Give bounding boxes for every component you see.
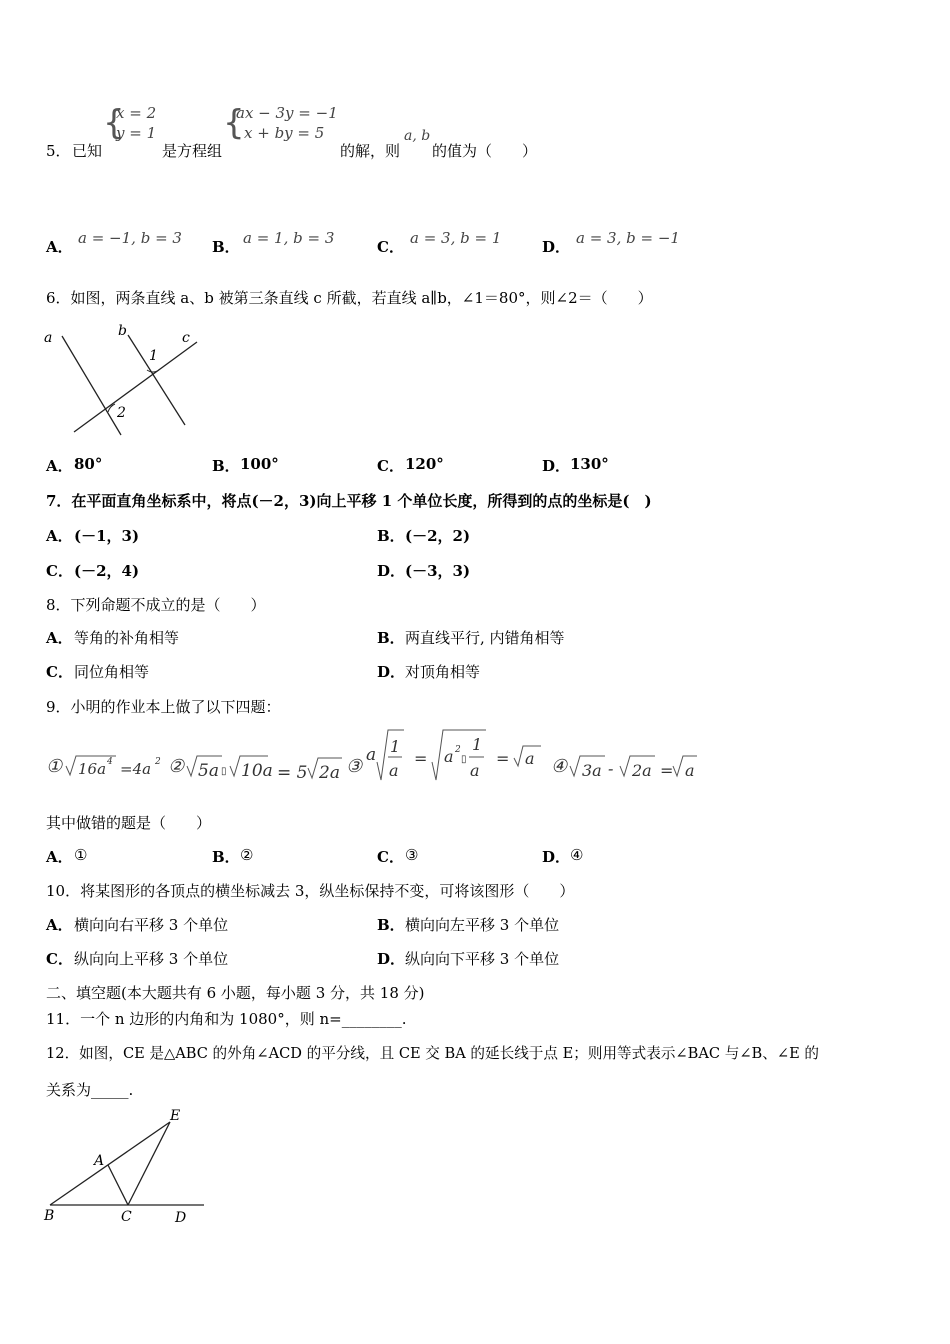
q8-option-c-label: C． [46,663,73,681]
q12-line-2: 关系为_____. [46,1081,134,1099]
q9-e1b: 4 [107,757,113,767]
label-E: E [170,1108,181,1124]
q10-option-d: 纵向向下平移 3 个单位 [405,950,560,968]
q5-text-4: 的值为（ ） [432,142,538,160]
q6-option-c-label: C． [377,457,404,475]
q6-stem: 6．如图，两条直线 a、b 被第三条直线 c 所截，若直线 a∥b，∠1＝80°，则∠2＝（ ） [46,289,653,307]
q8-option-c: 同位角相等 [74,663,150,681]
q9-mark-3: ③ [346,756,363,777]
q9-mark-4: ④ [551,756,568,777]
q9-e4c: 2a [632,761,652,780]
q9-e3n: 1 [390,737,401,756]
q10-option-c-label: C． [46,950,73,968]
q8-option-a: 等角的补角相等 [74,629,180,647]
q8-option-d: 对顶角相等 [405,663,481,681]
label-A: A [94,1153,105,1169]
q7-option-d: (－3，3) [405,562,471,580]
q9-e1a: 16a [78,760,107,778]
q5-vars: a, b [404,128,431,144]
q7-option-d-label: D． [377,562,406,580]
q10-option-a-label: A． [46,916,73,934]
label-b: b [118,323,127,339]
q9-option-a: ① [74,846,88,864]
q5-option-c-label: C． [377,238,404,256]
q9-e2d: = 5 [277,763,308,783]
q9-e3j: a [470,761,480,780]
label-angle-1: 1 [149,348,158,364]
segment-ac [108,1165,128,1205]
q9-option-b: ② [240,846,254,864]
label-angle-2: 2 [117,405,126,421]
label-D: D [175,1210,187,1226]
q9-e4b: - [608,759,614,778]
q9-e4d: = [660,761,674,780]
q6-option-d: 130° [570,455,609,473]
q9-e3d: a [389,761,399,780]
q10-option-a: 横向向右平移 3 个单位 [74,916,229,934]
q9-e1c: =4a [120,760,152,778]
q5-option-b-label: B． [212,238,240,256]
question-11: 11．一个 n 边形的内角和为 1080°，则 n=________. [46,1010,407,1028]
q9-e3h: ▯ [461,754,467,765]
q9-ask: 其中做错的题是（ ） [46,814,212,832]
q6-option-a-label: A． [46,457,73,475]
label-c: c [182,330,190,346]
q9-option-d-label: D． [542,848,571,866]
q8-option-a-label: A． [46,629,73,647]
q9-e2e: 2a [319,763,340,783]
equation-2: x + by = 5 [244,124,325,142]
label-C: C [121,1209,132,1225]
q9-mark-2: ② [168,756,185,777]
q6-option-b: 100° [240,455,279,473]
q6-option-c: 120° [405,455,444,473]
q12-line-1: 12．如图，CE 是△ABC 的外角∠ACD 的平分线，且 CE 交 BA 的延长线于点 E；则用等式表示∠BAC 与∠B、∠E 的 [46,1045,819,1062]
q7-option-b: (－2，2) [405,527,471,545]
q9-e1d: 2 [155,757,161,767]
q7-option-a-label: A． [46,527,73,545]
q9-stem: 9．小明的作业本上做了以下四题： [46,698,281,716]
equation-brace: { [223,103,245,143]
q8-stem: 8．下列命题不成立的是（ ） [46,596,266,614]
label-a: a [44,330,53,346]
q8-option-b: 两直线平行, 内错角相等 [405,629,565,647]
q5-option-a-label: A． [46,238,73,256]
q6-option-b-label: B． [212,457,240,475]
q9-e3f: a [444,747,454,766]
q10-stem: 10．将某图形的各顶点的横坐标减去 3，纵坐标保持不变，可将该图形（ ） [46,882,575,900]
q7-option-c: (－2，4) [74,562,140,580]
q7-option-b-label: B． [377,527,405,545]
q9-option-d: ④ [570,846,584,864]
q7-option-a: (－1，3) [74,527,140,545]
line-be [50,1122,170,1205]
q5-text-3: 的解，则 [340,142,401,160]
q6-option-d-label: D． [542,457,571,475]
q9-e3i: 1 [472,735,483,754]
q9-e2b: ▯ [221,766,227,777]
q7-stem: 7．在平面直角坐标系中，将点(－2，3)向上平移 1 个单位长度，所得到的点的坐标是( ) [46,492,652,510]
q7-option-c-label: C． [46,562,73,580]
q9-e2c: 10a [241,761,273,781]
solution-x: x = 2 [116,104,157,122]
q5-option-d-label: D． [542,238,571,256]
q5-number: 5． [46,142,71,160]
q9-option-c-label: C． [377,848,404,866]
q9-e3a: a [366,745,377,765]
q5-text-1: 已知 [72,142,103,160]
q10-option-c: 纵向向上平移 3 个单位 [74,950,229,968]
q9-e2a: 5a [198,761,219,781]
section-2-heading: 二、填空题(本大题共有 6 小题，每小题 3 分，共 18 分) [46,984,425,1002]
label-B: B [44,1208,55,1224]
q6-option-a: 80° [74,455,103,473]
q9-e4a: 3a [582,761,602,780]
solution-y: y = 1 [116,124,157,142]
q8-option-b-label: B． [377,629,405,647]
q9-e3g: 2 [455,745,461,755]
q9-e3k: = [496,749,510,768]
q9-mark-1: ① [46,756,63,777]
q8-option-d-label: D． [377,663,406,681]
q10-option-d-label: D． [377,950,406,968]
q5-option-d: a = 3, b = −1 [576,229,680,247]
q9-option-a-label: A． [46,848,73,866]
q10-option-b-label: B． [377,916,405,934]
q5-option-c: a = 3, b = 1 [410,229,502,247]
q10-option-b: 横向向左平移 3 个单位 [405,916,560,934]
q5-option-b: a = 1, b = 3 [243,229,335,247]
q9-e3l: a [525,749,535,768]
system-brace: { [103,103,125,143]
q9-option-c: ③ [405,846,419,864]
q9-e3e: = [414,749,428,768]
q5-option-a: a = −1, b = 3 [78,229,182,247]
equation-1: ax − 3y = −1 [236,104,338,122]
segment-ce [128,1122,170,1205]
q9-e4e: a [685,761,695,780]
q5-text-2: 是方程组 [162,142,223,160]
q9-option-b-label: B． [212,848,240,866]
